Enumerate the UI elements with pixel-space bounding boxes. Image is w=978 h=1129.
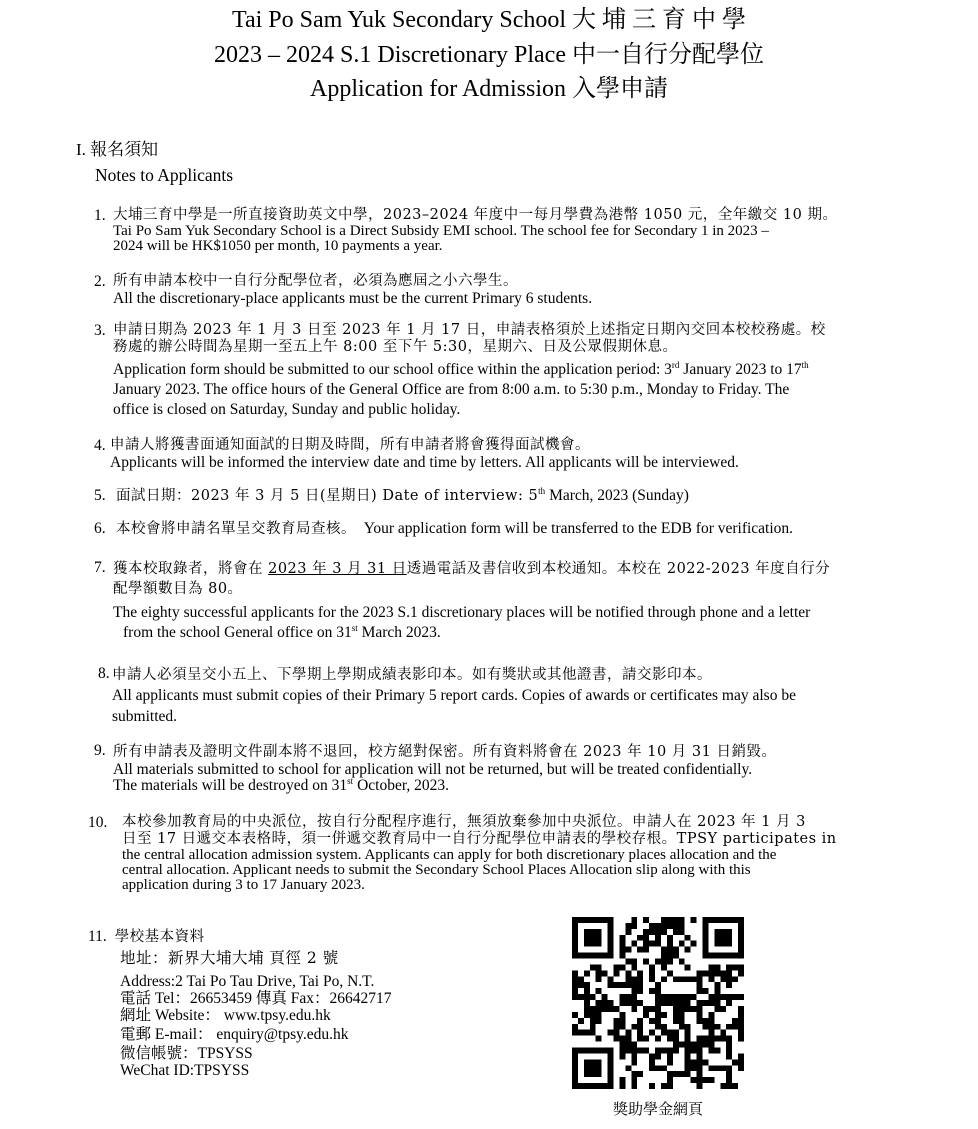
- item-text-en: Tai Po Sam Yuk Secondary School is a Direct Subsidy EMI school. The school fee for Secondary 1 in 2023 –: [113, 223, 769, 239]
- address-en: Address:2 Tai Po Tau Drive, Tai Po, N.T.: [120, 973, 375, 990]
- item-text-zh: 大埔三育中學是一所直接資助英文中學，2023–2024 年度中一每月學費為港幣 1050 元，全年繳交 10 期。: [113, 207, 838, 223]
- item-text: 面試日期：2023 年 3 月 5 日(星期日) Date of interview: 5th March, 2023 (Sunday): [116, 486, 689, 504]
- note-item-3: [94, 322, 954, 420]
- email: 電郵 E-mail： enquiry@tpsy.edu.hk: [120, 1026, 349, 1043]
- item-text-en: All the discretionary-place applicants must be the current Primary 6 students.: [113, 290, 593, 307]
- item-text-en: office is closed on Saturday, Sunday and public holiday.: [113, 401, 461, 418]
- item-number: 1.: [94, 207, 106, 224]
- wechat-en: WeChat ID:TPSYSS: [120, 1062, 250, 1079]
- item-number: 5.: [94, 487, 106, 504]
- item-text-en: All materials submitted to school for application will not be returned, but will be treated confidentially.: [113, 761, 753, 778]
- school-title: Tai Po Sam Yuk Secondary School 大 埔 三 育 中 學: [231, 7, 747, 33]
- item-text-en: central allocation. Applicant needs to submit the Secondary School Places Allocation slip along with this: [122, 862, 751, 878]
- item-text-zh: 日至 17 日遞交本表格時，須一併遞交教育局中一自行分配學位申請表的學校存根。TPSY participates in: [122, 831, 837, 847]
- item-number: 10.: [88, 814, 108, 831]
- item-text-en: January 2023. The office hours of the General Office are from 8:00 a.m. to 5:30 p.m., Monday to Friday. The: [113, 381, 790, 398]
- item-text-zh: 申請人必須呈交小五上、下學期上學期成績表影印本。如有獎狀或其他證書，請交影印本。: [112, 667, 712, 683]
- item-number: 2.: [94, 273, 106, 290]
- application-title: Application for Admission 入學申請: [310, 76, 668, 102]
- admission-subtitle: 2023 – 2024 S.1 Discretionary Place 中一自行分配學位: [214, 42, 764, 68]
- item-text: 本校會將申請名單呈交教育局查核。 Your application form will be transferred to the EDB for verification.: [116, 520, 794, 537]
- note-item-4: [94, 437, 944, 471]
- item-number: 3.: [94, 322, 106, 339]
- note-item-9: [94, 742, 954, 794]
- item-number: 4.: [94, 437, 106, 454]
- item-text-zh: 獲本校取錄者，將會在 2023 年 3 月 31 日透過電話及書信收到本校通知。本校在 2022-2023 年度自行分: [113, 561, 831, 577]
- item-number: 9.: [94, 742, 106, 759]
- note-item-1: [94, 207, 944, 254]
- note-item-6: [94, 520, 954, 538]
- address-zh: 地址：新界大埔大埔 頁徑 2 號: [120, 949, 339, 967]
- item-number: 6.: [94, 520, 106, 537]
- item-text-zh: 本校參加教育局的中央派位，按自行分配程序進行，無須放棄參加中央派位。申請人在 2023 年 1 月 3: [122, 814, 806, 830]
- item-text-zh: 學校基本資料: [114, 929, 205, 945]
- item-text-en: Applicants will be informed the interview date and time by letters. All applicants will be interviewed.: [110, 454, 739, 471]
- item-text-en: the central allocation admission system. Applicants can apply for both discretionary places allocation and the: [122, 847, 777, 863]
- item-text-en: application during 3 to 17 January 2023.: [122, 877, 365, 893]
- item-text-en: submitted.: [112, 708, 178, 725]
- section-heading-zh: I. 報名須知: [76, 140, 159, 159]
- item-text-en: Application form should be submitted to our school office within the application period: 3rd January 2023 to 17th: [113, 360, 809, 378]
- section-heading-en: Notes to Applicants: [95, 165, 234, 185]
- phone-fax: 電話 Tel：26653459 傳真 Fax：26642717: [120, 990, 392, 1007]
- item-number: 8.: [98, 665, 110, 682]
- website: 網址 Website： www.tpsy.edu.hk: [120, 1007, 331, 1024]
- item-text-zh: 配學額數目為 80。: [113, 581, 243, 597]
- note-item-2: [94, 273, 944, 307]
- note-item-10: [88, 814, 958, 893]
- item-text-en: 2024 will be HK$1050 per month, 10 payments a year.: [113, 238, 443, 254]
- item-text-zh: 所有申請本校中一自行分配學位者，必須為應屆之小六學生。: [113, 273, 518, 289]
- note-item-8: [98, 665, 958, 727]
- note-item-7: [94, 559, 954, 643]
- wechat-zh: 微信帳號：TPSYSS: [120, 1045, 253, 1062]
- item-number: 7.: [94, 559, 106, 576]
- note-item-5: [94, 487, 944, 505]
- item-text-zh: 申請人將獲書面通知面試的日期及時間，所有申請者將會獲得面試機會。: [110, 437, 590, 453]
- item-number: 11.: [88, 928, 107, 945]
- item-text-zh: 所有申請表及證明文件副本將不退回，校方絕對保密。所有資料將會在 2023 年 10 月 31 日銷毀。: [113, 744, 777, 760]
- school-info-heading: [88, 928, 205, 946]
- item-text-zh: 務處的辦公時間為星期一至五上午 8:00 至下午 5:30，星期六、日及公眾假期休息。: [113, 339, 678, 355]
- item-text-en: from the school General office on 31st March 2023.: [123, 623, 441, 641]
- item-text-en: All applicants must submit copies of their Primary 5 report cards. Copies of awards or certificates may also be: [112, 687, 796, 704]
- qr-code-icon[interactable]: [572, 915, 744, 1091]
- item-text-en: The materials will be destroyed on 31st October, 2023.: [113, 776, 449, 794]
- item-text-en: The eighty successful applicants for the 2023 S.1 discretionary places will be notified through phone and a letter: [113, 604, 811, 621]
- item-text-zh: 申請日期為 2023 年 1 月 3 日至 2023 年 1 月 17 日，申請表格須於上述指定日期內交回本校校務處。校: [113, 322, 826, 338]
- qr-caption: 獎助學金網頁: [612, 1100, 703, 1118]
